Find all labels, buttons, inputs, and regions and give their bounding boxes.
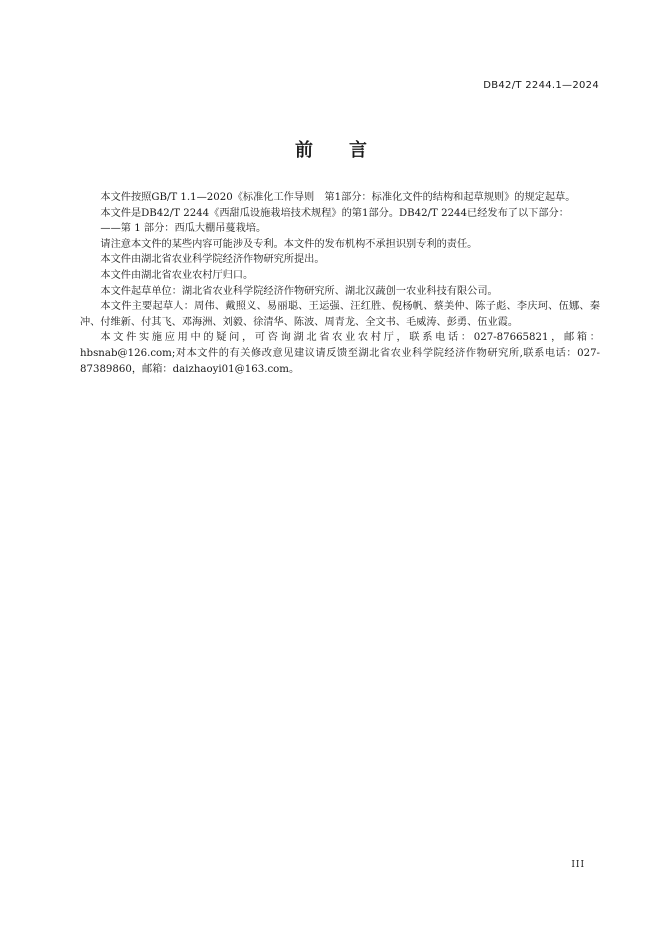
paragraph-proposer: 本文件由湖北省农业科学院经济作物研究所提出。	[100, 254, 325, 266]
document-code: DB42/T 2244.1—2024	[483, 80, 599, 91]
paragraph-administrator: 本文件由湖北省农业农村厅归口。	[100, 269, 254, 281]
list-item-part-1: ——第 1 部分：西瓜大棚吊蔓栽培。	[100, 223, 267, 235]
paragraph-drafting-basis: 本文件按照GB/T 1.1—2020《标准化工作导则 第1部分：标准化文件的结构和起草规则》的规定起草。	[100, 192, 576, 203]
paragraph-part-statement: 本文件是DB42/T 2244《西甜瓜设施栽培技术规程》的第1部分。DB42/T 2244已经发布了以下部分：	[100, 207, 569, 219]
page-number: III	[571, 860, 585, 870]
page-title: 前言	[295, 140, 403, 161]
paragraph-drafters: 本文件主要起草人：周伟、戴照义、易丽聪、王运强、汪红胜、倪杨帆、蔡美仲、陈子彪、李庆珂、伍娜、秦冲、付维新、付其飞、邓海洲、刘毅、徐清华、陈波、周青龙、全文书、毛威涛、彭勇、伍业霞。	[80, 301, 600, 328]
paragraph-patent-notice: 请注意本文件的某些内容可能涉及专利。本文件的发布机构不承担识别专利的责任。	[100, 238, 478, 250]
foreword-body	[80, 190, 600, 377]
paragraph-contact: 本文件实施应用中的疑问，可咨询湖北省农业农村厅，联系电话：027-87665821，邮箱：hbsnab@126.com;对本文件的有关修改意见建议请反馈至湖北省农业科学院经济作物研究所,联系电话：027-87389860，邮箱：daizhaoyi01@163.com。	[80, 332, 600, 375]
paragraph-drafting-units: 本文件起草单位：湖北省农业科学院经济作物研究所、湖北汉蔬创一农业科技有限公司。	[100, 285, 498, 297]
